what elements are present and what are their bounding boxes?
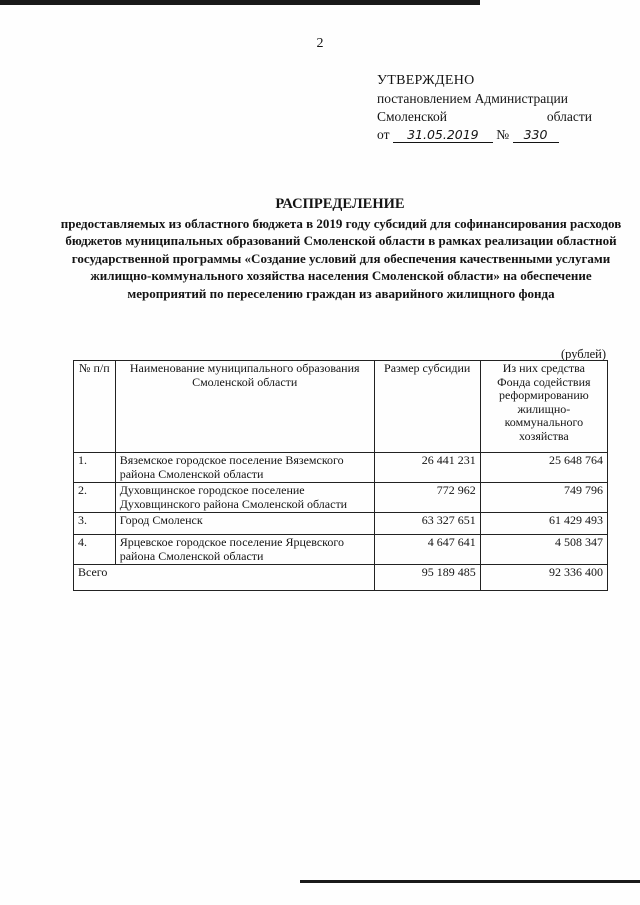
- table-row: [74, 513, 608, 535]
- approval-region: Смоленской: [377, 109, 447, 124]
- date-prefix: от: [377, 127, 390, 142]
- subsidy-table: [73, 360, 608, 591]
- row-size: 772 962: [374, 483, 480, 513]
- header-num: № п/п: [74, 361, 116, 453]
- table-row: [74, 483, 608, 513]
- row-size: 26 441 231: [374, 453, 480, 483]
- table-row: [74, 535, 608, 565]
- row-num: 4.: [74, 535, 116, 565]
- row-fund: 749 796: [480, 483, 607, 513]
- table-row: [74, 453, 608, 483]
- header-size: Размер субсидии: [374, 361, 480, 453]
- approval-line-2: [377, 108, 592, 126]
- row-size: 63 327 651: [374, 513, 480, 535]
- approval-region-suffix: области: [546, 109, 592, 124]
- row-size: 4 647 641: [374, 535, 480, 565]
- approval-line-1: постановлением Администрации: [377, 91, 568, 106]
- row-fund: 25 648 764: [480, 453, 607, 483]
- approval-block: [377, 72, 592, 144]
- total-label: Всего: [74, 565, 375, 591]
- row-name: Город Смоленск: [115, 513, 374, 535]
- number-sign: №: [496, 127, 510, 142]
- table-total-row: [74, 565, 608, 591]
- page-number: 2: [316, 36, 324, 51]
- row-fund: 4 508 347: [480, 535, 607, 565]
- row-num: 2.: [74, 483, 116, 513]
- approval-date-line: [377, 126, 592, 144]
- scan-edge-top: [0, 0, 480, 5]
- document-title: РАСПРЕДЕЛЕНИЕ: [275, 196, 405, 212]
- row-name: Вяземское городское поселение Вяземского района Смоленской области: [115, 453, 374, 483]
- approval-stamp: УТВЕРЖДЕНО: [377, 73, 475, 88]
- scan-edge-bottom: [300, 880, 640, 883]
- row-name: Ярцевское городское поселение Ярцевского района Смоленской области: [115, 535, 374, 565]
- row-num: 1.: [74, 453, 116, 483]
- document-subtitle: предоставляемых из областного бюджета в 2019 году субсидий для софинансирования расходов бюджетов муниципальных образований Смоленской области в рамках реализации областной государственной программы «Создание условий для обеспечения качественными услугами жилищно-коммунального хозяйства населения Смоленской области» на обеспечение мероприятий по переселению граждан из аварийного жилищного фонда: [60, 216, 622, 301]
- header-name: Наименование муниципального образования Смоленской области: [115, 361, 374, 453]
- row-num: 3.: [74, 513, 116, 535]
- row-name: Духовщинское городское поселение Духовщинского района Смоленской области: [115, 483, 374, 513]
- units-label: (рублей): [560, 347, 606, 361]
- table-header-row: [74, 361, 608, 453]
- approval-date: 31.05.2019: [393, 128, 493, 143]
- header-fund: Из них средства Фонда содействия реформированию жилищно-коммунального хозяйства: [480, 361, 607, 453]
- total-fund: 92 336 400: [480, 565, 607, 591]
- approval-number: 330: [513, 128, 559, 143]
- row-fund: 61 429 493: [480, 513, 607, 535]
- total-size: 95 189 485: [374, 565, 480, 591]
